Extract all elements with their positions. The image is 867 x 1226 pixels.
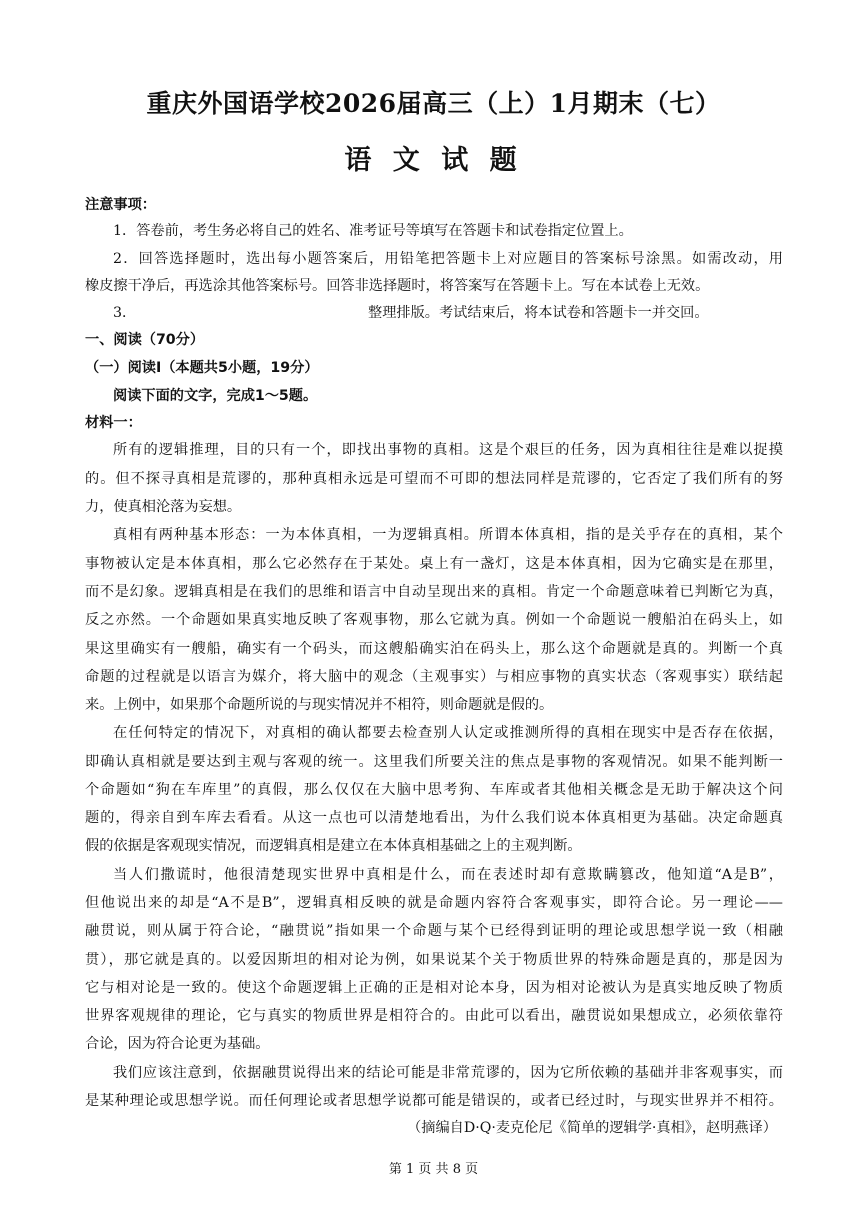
paragraph-4-line-3: 融贯说，则从属于符合论，“融贯说”指如果一个命题与某个已经得到证明的理论或思想学说一致（相融 <box>85 923 783 939</box>
paragraph-3-line-2: 即确认真相就是要达到主观与客观的统一。这里我们所要关注的焦点是事物的客观情况。如果不能判断一 <box>85 754 783 770</box>
notice-item-3-text: 整理排版。考试结束后，将本试卷和答题卡一并交回。 <box>368 305 709 321</box>
paragraph-4-line-1: 当人们撒谎时，他很清楚现实世界中真相是什么，而在表述时却有意欺瞒篡改，他知道“A是B”， <box>113 867 783 883</box>
notice-item-3-number: 3． <box>113 305 137 321</box>
paragraph-4-line-4: 贯），那它就是真的。以爱因斯坦的相对论为例，如果说某个关于物质世界的特殊命题是真的，那是因为 <box>85 952 783 968</box>
notice-item-2-line-1: 2．回答选择题时，选出每小题答案后，用铅笔把答题卡上对应题目的答案标号涂黑。如需改动，用 <box>113 251 783 267</box>
exam-title: 重庆外国语学校2026届高三（上）1月期末（七） <box>146 89 721 118</box>
paragraph-3-line-3: 个命题如“狗在车库里”的真假，那么仅仅在大脑中思考狗、车库或者其他相关概念是无助于解决这个问 <box>85 782 783 798</box>
paragraph-2-line-5: 果这里确实有一艘船，确实有一个码头，而这艘船确实泊在码头上，那么这个命题就是真的。判断一个真 <box>85 641 783 657</box>
paragraph-3-line-1: 在任何特定的情况下，对真相的确认都要去检查别人认定或推测所得的真相在现实中是否存在依据， <box>113 725 783 741</box>
exam-subtitle: 语 文 试 题 <box>344 145 523 176</box>
paragraph-2-line-4: 反之亦然。一个命题如果真实地反映了客观事物，那么它就为真。例如一个命题说一艘船泊在码头上，如 <box>85 612 783 628</box>
subsection-heading: （一）阅读Ⅰ（本题共5小题，19分） <box>85 360 319 376</box>
reading-instruction: 阅读下面的文字，完成1～5题。 <box>113 388 318 404</box>
paragraph-5-line-2: 是某种理论或思想学说。而任何理论或者思想学说都可能是错误的，或者已经过时，与现实世界并不相符。 <box>85 1093 783 1109</box>
paragraph-1-line-2: 的。但不探寻真相是荒谬的，那种真相永远是可望而不可即的想法同样是荒谬的，它否定了我们所有的努 <box>85 471 783 487</box>
section-heading: 一、阅读（70分） <box>85 332 205 348</box>
notice-heading: 注意事项： <box>85 197 156 213</box>
paragraph-1-line-1: 所有的逻辑推理，目的只有一个，即找出事物的真相。这是个艰巨的任务，因为真相往往是难以捉摸 <box>113 442 783 458</box>
paragraph-4-line-6: 世界客观规律的理论，它与真实的物质世界是相符合的。由此可以看出，融贯说如果想成立，必须依靠符 <box>85 1008 783 1024</box>
paragraph-2-line-7: 来。上例中，如果那个命题所说的与现实情况并不相符，则命题就是假的。 <box>85 697 554 713</box>
paragraph-1-line-3: 力，使真相沦落为妄想。 <box>85 499 242 515</box>
paragraph-2-line-6: 命题的过程就是以语言为媒介，将大脑中的观念（主观事实）与相应事物的真实状态（客观事实）联结起 <box>85 669 783 685</box>
paragraph-3-line-5: 假的依据是客观现实情况，而逻辑真相是建立在本体真相基础之上的主观判断。 <box>85 838 582 854</box>
material-label: 材料一： <box>85 415 142 431</box>
paragraph-2-line-3: 而不是幻象。逻辑真相是在我们的思维和语言中自动呈现出来的真相。肯定一个命题意味着已判断它为真， <box>85 584 783 600</box>
paragraph-2-line-1: 真相有两种基本形态：一为本体真相，一为逻辑真相。所谓本体真相，指的是关乎存在的真相，某个 <box>113 527 783 543</box>
paragraph-5-line-1: 我们应该注意到，依据融贯说得出来的结论可能是非常荒谬的，因为它所依赖的基础并非客观事实，而 <box>113 1065 783 1081</box>
paragraph-2-line-2: 事物被认定是本体真相，那么它必然存在于某处。桌上有一盏灯，这是本体真相，因为它确实是在那里， <box>85 556 783 572</box>
notice-item-1: 1．答卷前，考生务必将自己的姓名、准考证号等填写在答题卡和试卷指定位置上。 <box>113 223 633 239</box>
paragraph-3-line-4: 题的，得亲自到车库去看看。从这一点也可以清楚地看出，为什么我们说本体真相更为基础。决定命题真 <box>85 810 783 826</box>
paragraph-4-line-5: 它与相对论是一致的。使这个命题逻辑上正确的正是相对论本身，因为相对论被认为是真实地反映了物质 <box>85 980 783 996</box>
paragraph-4-line-2: 但他说出来的却是“A不是B”，逻辑真相反映的就是命题内容符合客观事实，即符合论。另一理论—— <box>85 895 783 911</box>
notice-item-2-line-2: 橡皮擦干净后，再选涂其他答案标号。回答非选择题时，将答案写在答题卡上。写在本试卷上无效。 <box>85 278 710 294</box>
source-citation: （摘编自D·Q·麦克伦尼《简单的逻辑学·真相》，赵明燕译） <box>407 1120 777 1136</box>
page-footer: 第 1 页 共 8 页 <box>388 1162 479 1177</box>
paragraph-4-line-7: 合论，因为符合论更为基础。 <box>85 1036 270 1052</box>
